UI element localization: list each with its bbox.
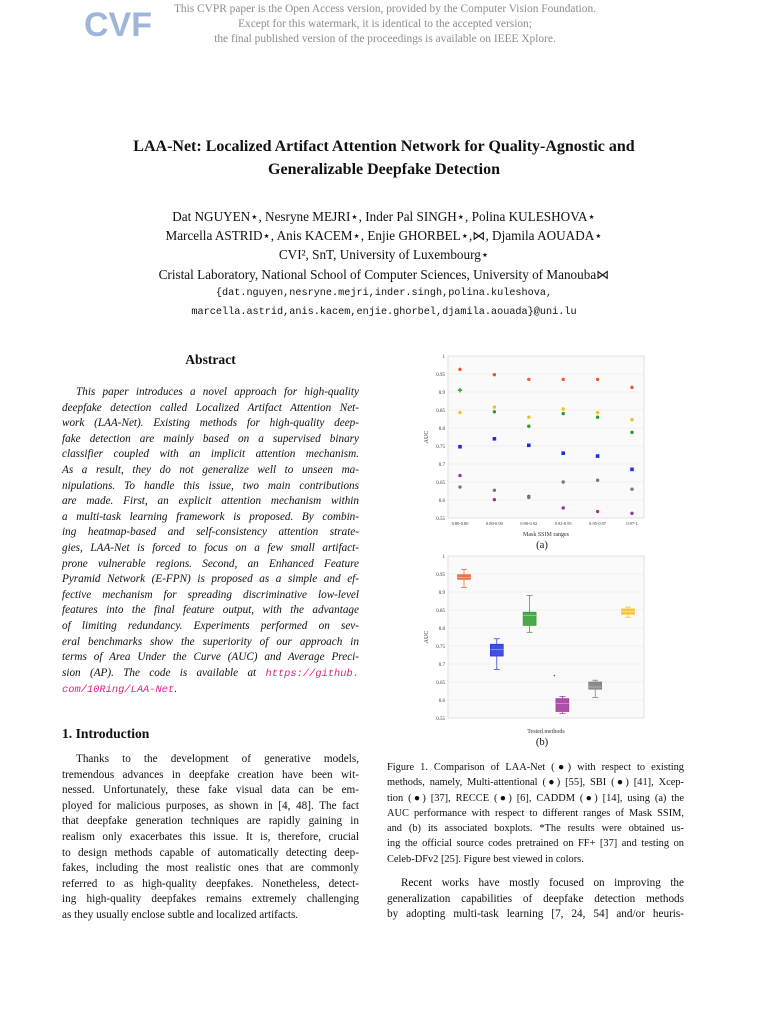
text-line: ing high-quality deepfakes remains extremely challenging	[62, 893, 359, 906]
data-point	[630, 386, 633, 389]
data-point	[493, 437, 497, 441]
y-tick-label: 1	[442, 355, 445, 360]
data-point	[596, 416, 599, 419]
data-point	[596, 454, 600, 458]
box	[556, 699, 569, 712]
text-line: tremendous advances in deepfake creation have been wit-	[62, 768, 359, 781]
data-point	[493, 410, 496, 413]
right-column-text	[387, 876, 684, 923]
text-line: gies, LAA-Net is forced to focus on a few small artifact-	[62, 541, 359, 554]
box	[458, 575, 471, 580]
x-tick-label: 0.92-0.95	[554, 521, 572, 526]
text-line: ployed for malicious purposes, as shown in [4, 48]. The fact	[62, 799, 359, 812]
abstract-body	[62, 385, 359, 699]
y-axis-label: AUC	[424, 430, 430, 444]
data-point	[527, 443, 531, 447]
text-line: Recent works have mostly focused on improving the	[401, 877, 684, 889]
y-tick-label: 0.75	[436, 645, 445, 650]
data-point	[527, 416, 530, 419]
y-tick-label: 0.9	[438, 591, 445, 596]
y-tick-label: 0.6	[438, 699, 445, 704]
email-line: marcella.astrid,anis.kacem,enjie.ghorbel,djamila.aouada}@uni.lu	[191, 307, 577, 319]
figure-caption	[387, 760, 684, 867]
box	[490, 644, 503, 656]
data-point	[458, 485, 461, 488]
text-line: are made. First, an explicit attention mechanism within	[62, 495, 359, 508]
text-line: terms of Area Under the Curve (AUC) and Average Preci-	[62, 651, 359, 664]
plot-area	[448, 556, 644, 718]
chart-b-boxplot	[412, 552, 652, 738]
caption-a: (a)	[536, 540, 548, 551]
cvf-logo	[82, 4, 152, 44]
text-line: nessed. Unfortunately, these fake visual data can be em-	[62, 784, 359, 797]
text-line: prone vulnerable regions. Second, an Enhanced Feature	[62, 557, 359, 570]
data-point	[596, 378, 599, 381]
data-point	[630, 431, 633, 434]
caption-b: (b)	[535, 737, 549, 748]
data-point	[630, 468, 634, 472]
text-line: work (LAA-Net). Existing methods for high-quality deep-	[62, 417, 359, 430]
x-tick-label: 0.80-0.90	[485, 521, 503, 526]
text-line: that deepfake generation techniques are rapidly gaining in	[62, 815, 359, 828]
y-tick-label: 0.55	[436, 517, 445, 522]
watermark-text: This CVPR paper is the Open Access version, provided by the Computer Vision Foundation. Except for this watermark, it is identical to the accepted version; the final published version of the proceedings is available on IEEE Xplore.	[173, 3, 597, 45]
x-axis-label: Mask SSIM ranges	[523, 532, 569, 538]
intro-heading: 1. Introduction	[62, 726, 150, 741]
y-tick-label: 0.85	[436, 609, 445, 614]
intro-body	[62, 752, 359, 924]
data-point	[562, 412, 565, 415]
text-fragment: sion (AP). The code is available at	[62, 666, 266, 679]
data-point	[562, 378, 565, 381]
text-line: methods, namely, Multi-attentional (●) [55], SBI (●) [41], Xcep-	[387, 777, 684, 789]
y-tick-label: 0.8	[438, 427, 445, 432]
text-line: fective mechanism for spreading discriminative low-level	[62, 588, 359, 601]
y-tick-label: 0.95	[436, 573, 445, 578]
data-point	[596, 479, 599, 482]
x-tick-label: 0.95-0.97	[589, 521, 607, 526]
text-line: generalization capabilities of deepfake detection methods	[387, 892, 684, 905]
y-tick-label: 0.65	[436, 481, 445, 486]
text-line: As a result, they do not generalize well to unseen ma-	[62, 463, 359, 476]
code-url-link[interactable]: com/10Ring/LAA-Net	[62, 684, 175, 697]
x-tick-label: 0.80-0.80	[451, 521, 469, 526]
text-line	[62, 666, 359, 683]
plot-area	[448, 356, 644, 518]
text-line: classifier coupled with an implicit attention mechanism.	[62, 448, 359, 461]
author-line: Marcella ASTRID⋆, Anis KACEM⋆, Enjie GHORBEL⋆,⋈, Djamila AOUADA⋆	[165, 228, 603, 244]
text-line: deepfake detection called Localized Artifact Attention Net-	[62, 401, 359, 414]
text-fragment: .	[174, 683, 178, 696]
text-line: to design methods capable of automatically detecting deep-	[62, 846, 359, 859]
affiliation-line: Cristal Laboratory, National School of Computer Sciences, University of Manouba⋈	[158, 266, 610, 282]
data-point	[493, 498, 496, 501]
code-url-link[interactable]: https://github.	[265, 667, 359, 680]
data-point	[493, 405, 496, 408]
paper-title: LAA-Net: Localized Artifact Attention Network for Quality-Agnostic and Generalizable Deepfake Detection	[133, 138, 635, 178]
text-line: eral benchmarks show the superiority of our approach in	[62, 635, 359, 648]
chart-a-scatter	[412, 350, 652, 540]
text-line: Figure 1. Comparison of LAA-Net (●) with respect to existing	[387, 762, 684, 773]
text-line: nipulations. To handle this issue, two main contributions	[62, 479, 359, 492]
x-tick-label: 0.90-0.92	[520, 521, 538, 526]
y-tick-label: 0.6	[438, 499, 445, 504]
data-point	[562, 506, 565, 509]
y-tick-label: 0.55	[436, 717, 445, 722]
data-point	[630, 488, 633, 491]
box	[589, 682, 602, 689]
y-tick-label: 0.75	[436, 445, 445, 450]
y-axis-label: AUC	[424, 630, 430, 644]
x-axis-label: Tested methods	[527, 729, 565, 735]
data-point	[630, 418, 633, 421]
text-line: Pyramid Network (E-FPN) is proposed as a simple and ef-	[62, 573, 359, 586]
y-tick-label: 0.65	[436, 681, 445, 686]
abstract-heading: Abstract	[185, 352, 236, 367]
text-line: Thanks to the development of generative models,	[76, 753, 359, 765]
data-point	[562, 480, 565, 483]
author-line: Dat NGUYEN⋆, Nesryne MEJRI⋆, Inder Pal SINGH⋆, Polina KULESHOVA⋆	[172, 209, 596, 224]
data-point	[458, 474, 461, 477]
text-line: realism only exacerbates this issue. It is, therefore, crucial	[62, 830, 359, 843]
y-tick-label: 0.85	[436, 409, 445, 414]
author-block	[60, 207, 708, 323]
text-line: ing the official source codes pretrained on FF+ [37] and testing on	[387, 838, 684, 850]
text-line: a multi-task learning framework is proposed. By combin-	[62, 510, 359, 523]
y-tick-label: 1	[442, 555, 445, 560]
text-line	[62, 682, 359, 699]
data-point	[596, 510, 599, 513]
text-line: Celeb-DFv2 [25]. Figure best viewed in colors.	[387, 853, 584, 865]
y-tick-label: 0.8	[438, 627, 445, 632]
data-point	[458, 411, 461, 414]
data-point	[527, 378, 530, 381]
data-point	[458, 445, 462, 449]
y-tick-label: 0.7	[438, 463, 445, 468]
text-line: tion (●) [37], RECCE (●) [6], CADDM (●) [14], using (a) the	[387, 792, 684, 804]
data-point	[493, 373, 496, 376]
y-tick-label: 0.95	[436, 373, 445, 378]
text-line: features into the final feature output, with the advantage	[62, 604, 359, 617]
text-line: ing heatmap-based and self-consistency attention strate-	[62, 526, 359, 539]
text-line: This paper introduces a novel approach for high-quality	[76, 386, 359, 398]
data-point	[527, 496, 530, 499]
data-point	[630, 512, 633, 515]
data-point	[561, 451, 565, 455]
data-point	[596, 411, 599, 414]
text-line: as they usually enclose subtle and localized artifacts.	[62, 908, 299, 921]
data-point	[493, 489, 496, 492]
text-line: fakes, including the most realistic ones that are commonly	[62, 862, 359, 875]
data-point	[562, 407, 565, 410]
data-point	[527, 425, 530, 428]
x-tick-label: 0.97-1	[626, 521, 638, 526]
svg-text:CVF: CVF	[84, 6, 152, 44]
data-point	[458, 368, 461, 371]
y-tick-label: 0.9	[438, 391, 445, 396]
text-line: fake detection are mainly based on a supervised binary	[62, 432, 359, 445]
text-line: of limiting redundancy. Experiments performed on sev-	[62, 619, 359, 632]
box	[523, 612, 536, 625]
text-line: referred to as high-quality deepfakes. Nonetheless, detect-	[62, 877, 359, 890]
y-tick-label: 0.7	[438, 663, 445, 668]
text-line: by adopting multi-task learning [7, 24, 54] and/or heuris-	[387, 908, 684, 921]
affiliation-line: CVI², SnT, University of Luxembourg⋆	[278, 247, 490, 263]
box-outlier	[554, 675, 556, 677]
text-line: and (b) its associated boxplots. *The results were obtained us-	[387, 823, 684, 835]
text-line: AUC performance with respect to different ranges of Mask SSIM,	[387, 807, 684, 819]
email-line: {dat.nguyen,nesryne.mejri,inder.singh,polina.kuleshova,	[215, 287, 553, 299]
